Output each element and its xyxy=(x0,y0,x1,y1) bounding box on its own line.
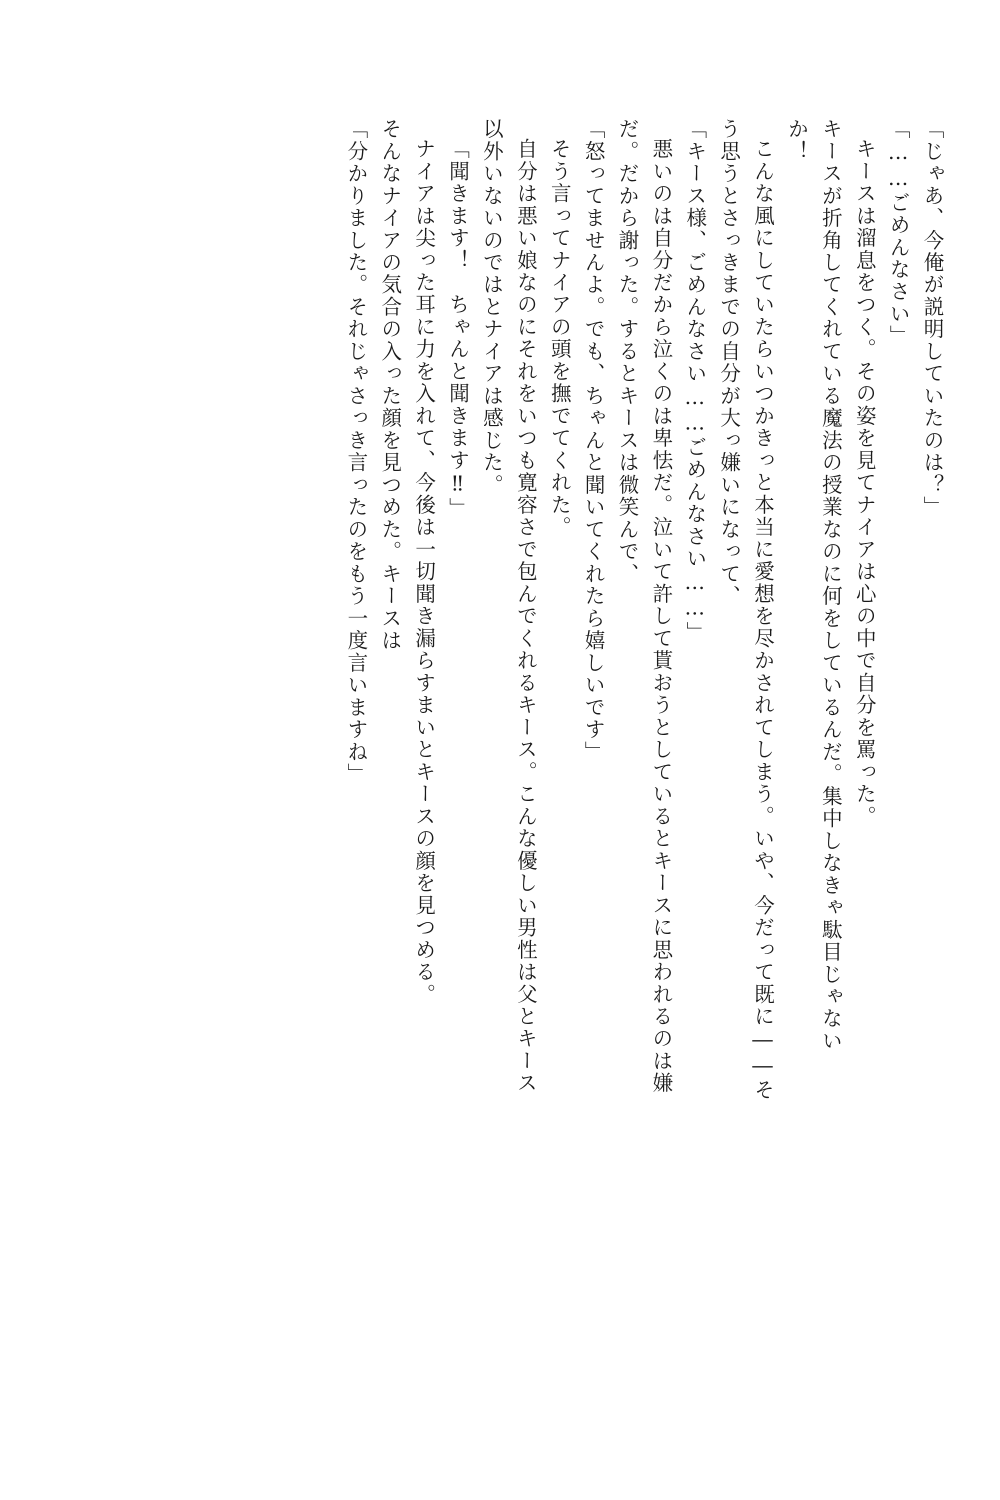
text-line: 「……ごめんなさい」 xyxy=(886,118,911,348)
text-line: 自分は悪い娘なのにそれをいつも寛容さで包んでくれるキース。こんな優しい男性は父とキース xyxy=(513,138,538,1095)
text-line: 「じゃあ、今俺が説明していたのは？」 xyxy=(920,118,944,519)
text-line: そんなナイアの気合の入った顔を見つめた。キースは xyxy=(377,118,402,652)
text-line: か！ xyxy=(784,118,809,163)
text-line: 「怒ってませんよ。でも、ちゃんと聞いてくれたら嬉しいです」 xyxy=(581,118,606,764)
text-line: 悪いのは自分だから泣くのは卑怯だ。泣いて許して貰おうとしているとキースに思われるのは嫌 xyxy=(648,138,673,1095)
text-line: ナイアは尖った耳に力を入れて、今後は一切聞き漏らすまいとキースの顔を見つめる。 xyxy=(411,138,436,1006)
text-line: 「キース様、ごめんなさい……ごめんなさい……」 xyxy=(682,118,707,644)
text-line: 「聞きます！ ちゃんと聞きます‼」 xyxy=(445,138,470,520)
text-line: だ。だから謝った。するとキースは微笑んで、 xyxy=(614,118,639,586)
text-line: キースは溜息をつく。その姿を見てナイアは心の中で自分を罵った。 xyxy=(852,138,877,828)
text-line: そう言ってナイアの頭を撫でてくれた。 xyxy=(547,138,572,539)
text-line: 以外いないのではとナイアは感じた。 xyxy=(479,118,504,497)
text-line: こんな風にしていたらいつかきっと本当に愛想を尽かされてしまう。いや、今だって既に――そ xyxy=(750,138,775,1102)
text-line: 「分かりました。それじゃさっき言ったのをもう一度言いますね」 xyxy=(343,118,368,786)
text-line: う思うとさっきまでの自分が大っ嫌いになって、 xyxy=(716,118,741,608)
text-line: キースが折角してくれている魔法の授業なのに何をしているんだ。集中しなきゃ駄目じゃない xyxy=(818,118,843,1053)
vertical-text-body xyxy=(58,118,942,1380)
